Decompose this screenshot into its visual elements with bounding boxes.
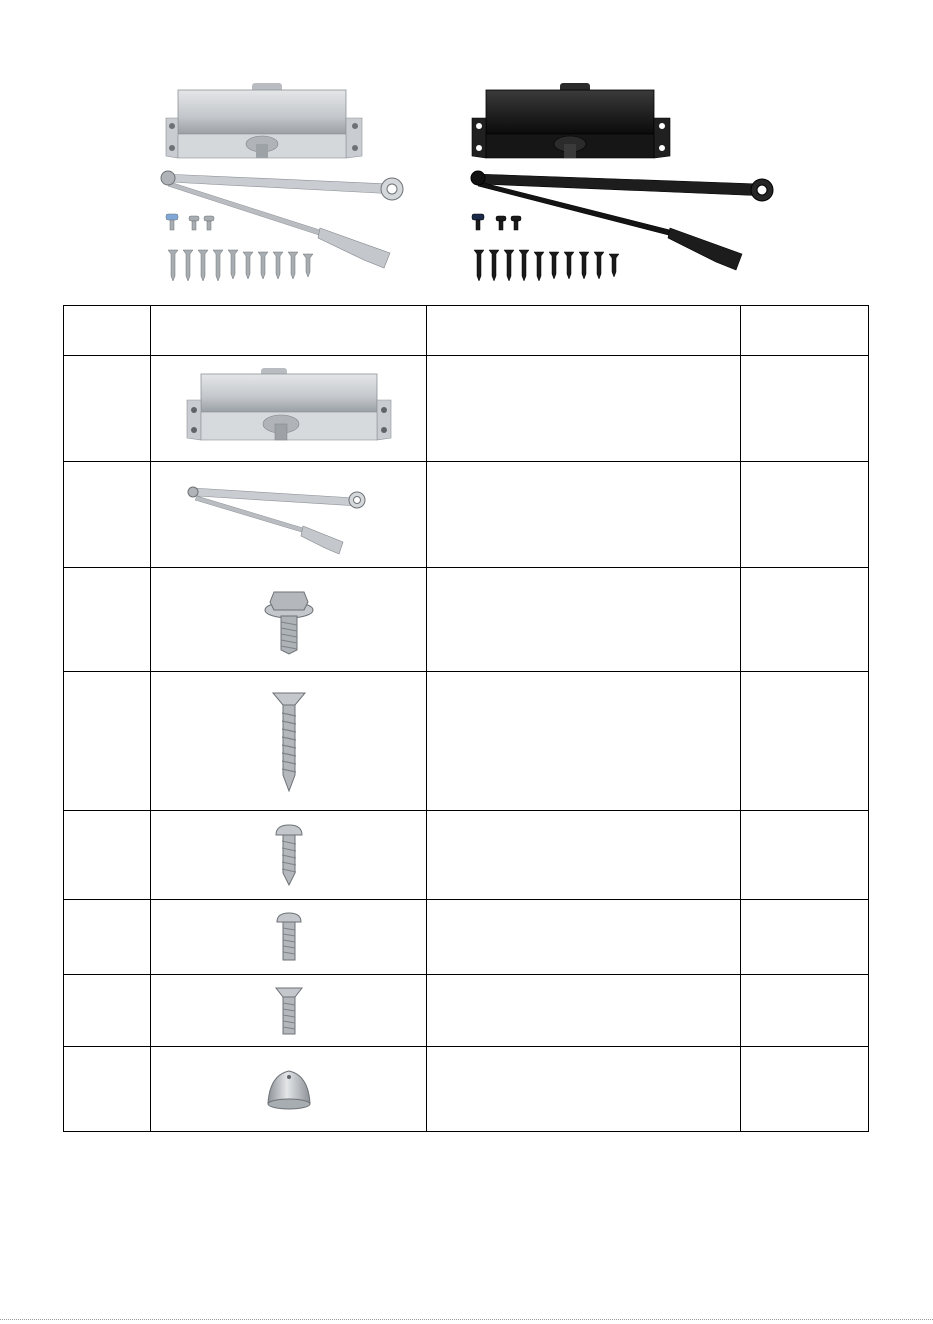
cell-quantity — [740, 811, 868, 900]
cell-picture — [151, 975, 427, 1047]
cell-description — [427, 462, 740, 568]
black-screw-set — [472, 214, 619, 281]
cell-description — [427, 1047, 740, 1132]
cell-picture — [151, 1047, 427, 1132]
header-quantity — [740, 306, 868, 356]
cell-quantity — [740, 975, 868, 1047]
product-hero-image — [150, 78, 790, 296]
table-row — [64, 1047, 869, 1132]
pan-head-machine-screw-icon — [274, 911, 304, 963]
cell-quantity — [740, 900, 868, 975]
dome-cap-icon — [264, 1065, 314, 1113]
cell-description — [427, 672, 740, 811]
cell-number — [64, 975, 151, 1047]
pan-head-self-tapping-screw-icon — [272, 823, 306, 887]
black-door-closer-kit — [471, 83, 773, 281]
table-row — [64, 462, 869, 568]
cell-quantity — [740, 568, 868, 672]
header-description — [427, 306, 740, 356]
silver-door-closer-kit — [161, 83, 403, 281]
parts-list-table — [63, 305, 869, 1132]
cell-quantity — [740, 672, 868, 811]
closer-arm-icon — [179, 470, 399, 560]
cell-number — [64, 811, 151, 900]
silver-closer-body — [166, 83, 362, 158]
countersunk-wood-screw-icon — [269, 689, 309, 793]
cell-quantity — [740, 356, 868, 462]
header-picture — [151, 306, 427, 356]
cell-number — [64, 462, 151, 568]
cell-picture — [151, 811, 427, 900]
cell-quantity — [740, 1047, 868, 1132]
silver-wood-screws — [168, 250, 313, 281]
table-row — [64, 568, 869, 672]
cell-description — [427, 811, 740, 900]
header-number — [64, 306, 151, 356]
cell-description — [427, 900, 740, 975]
cell-description — [427, 356, 740, 462]
countersunk-machine-screw-icon — [274, 985, 304, 1037]
cell-number — [64, 1047, 151, 1132]
table-row — [64, 672, 869, 811]
cell-number — [64, 900, 151, 975]
black-wood-screws — [474, 250, 619, 281]
flange-bolt-icon — [254, 580, 324, 660]
table-row — [64, 811, 869, 900]
cell-number — [64, 356, 151, 462]
cell-description — [427, 568, 740, 672]
cell-description — [427, 975, 740, 1047]
cell-picture — [151, 462, 427, 568]
cell-picture — [151, 672, 427, 811]
door-closer-kits-illustration — [150, 78, 790, 296]
cell-quantity — [740, 462, 868, 568]
table-row — [64, 975, 869, 1047]
closer-body-icon — [179, 364, 399, 454]
cell-number — [64, 672, 151, 811]
page-bottom-divider — [0, 1319, 933, 1322]
table-row — [64, 900, 869, 975]
table-row — [64, 356, 869, 462]
table-header-row — [64, 306, 869, 356]
black-closer-body — [472, 83, 670, 158]
cell-picture — [151, 356, 427, 462]
cell-picture — [151, 900, 427, 975]
cell-picture — [151, 568, 427, 672]
cell-number — [64, 568, 151, 672]
